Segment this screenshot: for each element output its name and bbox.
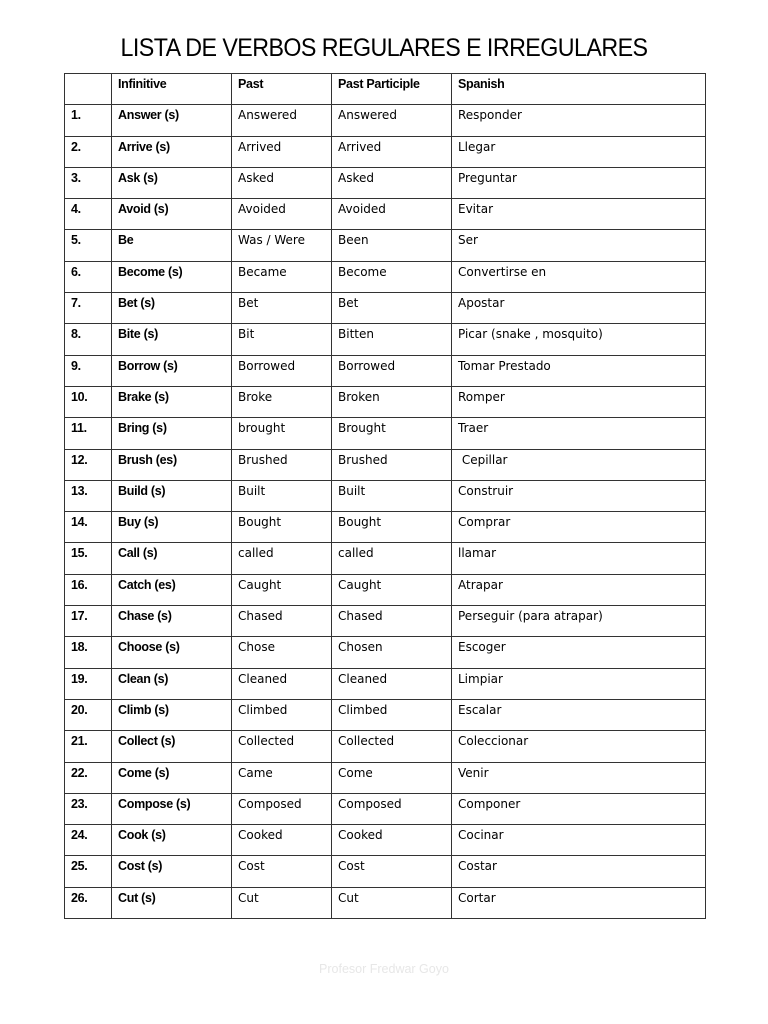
infinitive-cell: Catch (es) [112, 574, 232, 605]
table-row [65, 386, 706, 417]
page-title: LISTA DE VERBOS REGULARES E IRREGULARES [120, 34, 648, 62]
table-row [65, 199, 706, 230]
past-cell: Came [232, 762, 332, 793]
infinitive-cell: Build (s) [112, 480, 232, 511]
infinitive-cell: Become (s) [112, 261, 232, 292]
table-row [65, 480, 706, 511]
row-number: 11. [65, 418, 112, 449]
past-participle-cell: Answered [332, 105, 452, 136]
verb-table [64, 73, 706, 919]
spanish-cell: Limpiar [452, 668, 706, 699]
spanish-cell: Componer [452, 793, 706, 824]
infinitive-cell: Bet (s) [112, 293, 232, 324]
table-row [65, 355, 706, 386]
past-participle-cell: Built [332, 480, 452, 511]
past-participle-cell: Brought [332, 418, 452, 449]
past-participle-cell: Arrived [332, 136, 452, 167]
table-row [65, 793, 706, 824]
past-cell: Answered [232, 105, 332, 136]
spanish-cell: Traer [452, 418, 706, 449]
past-cell: Built [232, 480, 332, 511]
past-participle-cell: Cooked [332, 825, 452, 856]
row-number: 24. [65, 825, 112, 856]
past-cell: Became [232, 261, 332, 292]
past-cell: Avoided [232, 199, 332, 230]
spanish-cell: Cocinar [452, 825, 706, 856]
past-participle-cell: Bitten [332, 324, 452, 355]
row-number: 21. [65, 731, 112, 762]
table-row [65, 699, 706, 730]
header-spanish: Spanish [452, 74, 706, 105]
spanish-cell: Venir [452, 762, 706, 793]
row-number: 18. [65, 637, 112, 668]
table-row [65, 637, 706, 668]
infinitive-cell: Come (s) [112, 762, 232, 793]
infinitive-cell: Cost (s) [112, 856, 232, 887]
spanish-cell: Convertirse en [452, 261, 706, 292]
infinitive-cell: Borrow (s) [112, 355, 232, 386]
past-participle-cell: Broken [332, 386, 452, 417]
infinitive-cell: Buy (s) [112, 512, 232, 543]
spanish-cell: llamar [452, 543, 706, 574]
row-number: 19. [65, 668, 112, 699]
spanish-cell: Ser [452, 230, 706, 261]
infinitive-cell: Clean (s) [112, 668, 232, 699]
spanish-cell: Cepillar [452, 449, 706, 480]
header-row [65, 74, 706, 105]
past-participle-cell: called [332, 543, 452, 574]
table-row [65, 825, 706, 856]
spanish-cell: Perseguir (para atrapar) [452, 606, 706, 637]
infinitive-cell: Collect (s) [112, 731, 232, 762]
table-row [65, 668, 706, 699]
past-cell: Asked [232, 167, 332, 198]
spanish-cell: Preguntar [452, 167, 706, 198]
spanish-cell: Construir [452, 480, 706, 511]
table-row [65, 574, 706, 605]
table-row [65, 261, 706, 292]
past-cell: Cleaned [232, 668, 332, 699]
past-cell: Cooked [232, 825, 332, 856]
table-row [65, 230, 706, 261]
row-number: 13. [65, 480, 112, 511]
infinitive-cell: Bring (s) [112, 418, 232, 449]
infinitive-cell: Ask (s) [112, 167, 232, 198]
row-number: 20. [65, 699, 112, 730]
row-number: 14. [65, 512, 112, 543]
past-cell: Caught [232, 574, 332, 605]
spanish-cell: Costar [452, 856, 706, 887]
table-row [65, 762, 706, 793]
row-number: 26. [65, 887, 112, 918]
past-participle-cell: Been [332, 230, 452, 261]
past-participle-cell: Brushed [332, 449, 452, 480]
row-number: 10. [65, 386, 112, 417]
row-number: 22. [65, 762, 112, 793]
spanish-cell: Atrapar [452, 574, 706, 605]
header-number [65, 74, 112, 105]
table-row [65, 293, 706, 324]
row-number: 17. [65, 606, 112, 637]
spanish-cell: Tomar Prestado [452, 355, 706, 386]
infinitive-cell: Arrive (s) [112, 136, 232, 167]
past-participle-cell: Collected [332, 731, 452, 762]
past-cell: Collected [232, 731, 332, 762]
table-row [65, 136, 706, 167]
past-cell: Cut [232, 887, 332, 918]
infinitive-cell: Brake (s) [112, 386, 232, 417]
spanish-cell: Llegar [452, 136, 706, 167]
table-row [65, 731, 706, 762]
past-cell: Climbed [232, 699, 332, 730]
past-cell: Borrowed [232, 355, 332, 386]
past-cell: Bought [232, 512, 332, 543]
past-participle-cell: Borrowed [332, 355, 452, 386]
spanish-cell: Cortar [452, 887, 706, 918]
infinitive-cell: Avoid (s) [112, 199, 232, 230]
past-cell: called [232, 543, 332, 574]
infinitive-cell: Climb (s) [112, 699, 232, 730]
header-past-participle: Past Participle [332, 74, 452, 105]
table-row [65, 856, 706, 887]
past-cell: Brushed [232, 449, 332, 480]
past-cell: Was / Were [232, 230, 332, 261]
row-number: 2. [65, 136, 112, 167]
past-participle-cell: Chased [332, 606, 452, 637]
row-number: 23. [65, 793, 112, 824]
infinitive-cell: Answer (s) [112, 105, 232, 136]
spanish-cell: Coleccionar [452, 731, 706, 762]
table-row [65, 449, 706, 480]
spanish-cell: Evitar [452, 199, 706, 230]
past-participle-cell: Become [332, 261, 452, 292]
infinitive-cell: Chase (s) [112, 606, 232, 637]
infinitive-cell: Cut (s) [112, 887, 232, 918]
infinitive-cell: Brush (es) [112, 449, 232, 480]
past-cell: Composed [232, 793, 332, 824]
spanish-cell: Escoger [452, 637, 706, 668]
infinitive-cell: Bite (s) [112, 324, 232, 355]
row-number: 12. [65, 449, 112, 480]
past-participle-cell: Cleaned [332, 668, 452, 699]
past-participle-cell: Come [332, 762, 452, 793]
row-number: 25. [65, 856, 112, 887]
past-cell: Bet [232, 293, 332, 324]
table-row [65, 512, 706, 543]
spanish-cell: Comprar [452, 512, 706, 543]
row-number: 3. [65, 167, 112, 198]
row-number: 5. [65, 230, 112, 261]
past-participle-cell: Cut [332, 887, 452, 918]
table-row [65, 543, 706, 574]
table-row [65, 887, 706, 918]
row-number: 7. [65, 293, 112, 324]
past-participle-cell: Bought [332, 512, 452, 543]
row-number: 9. [65, 355, 112, 386]
table-row [65, 606, 706, 637]
past-cell: Arrived [232, 136, 332, 167]
infinitive-cell: Be [112, 230, 232, 261]
past-cell: Broke [232, 386, 332, 417]
table-row [65, 167, 706, 198]
spanish-cell: Romper [452, 386, 706, 417]
spanish-cell: Escalar [452, 699, 706, 730]
past-participle-cell: Avoided [332, 199, 452, 230]
infinitive-cell: Call (s) [112, 543, 232, 574]
table-row [65, 418, 706, 449]
past-participle-cell: Cost [332, 856, 452, 887]
infinitive-cell: Cook (s) [112, 825, 232, 856]
past-cell: Cost [232, 856, 332, 887]
spanish-cell: Apostar [452, 293, 706, 324]
table-row [65, 324, 706, 355]
row-number: 4. [65, 199, 112, 230]
past-cell: Bit [232, 324, 332, 355]
spanish-cell: Picar (snake , mosquito) [452, 324, 706, 355]
past-cell: brought [232, 418, 332, 449]
past-cell: Chose [232, 637, 332, 668]
infinitive-cell: Compose (s) [112, 793, 232, 824]
header-infinitive: Infinitive [112, 74, 232, 105]
past-participle-cell: Asked [332, 167, 452, 198]
table-body [65, 105, 706, 919]
past-participle-cell: Bet [332, 293, 452, 324]
row-number: 16. [65, 574, 112, 605]
header-past: Past [232, 74, 332, 105]
spanish-cell: Responder [452, 105, 706, 136]
table-row [65, 105, 706, 136]
footer-credit: Profesor Fredwar Goyo [319, 962, 449, 976]
past-participle-cell: Climbed [332, 699, 452, 730]
past-participle-cell: Composed [332, 793, 452, 824]
past-participle-cell: Chosen [332, 637, 452, 668]
row-number: 6. [65, 261, 112, 292]
past-cell: Chased [232, 606, 332, 637]
infinitive-cell: Choose (s) [112, 637, 232, 668]
row-number: 15. [65, 543, 112, 574]
past-participle-cell: Caught [332, 574, 452, 605]
row-number: 1. [65, 105, 112, 136]
row-number: 8. [65, 324, 112, 355]
